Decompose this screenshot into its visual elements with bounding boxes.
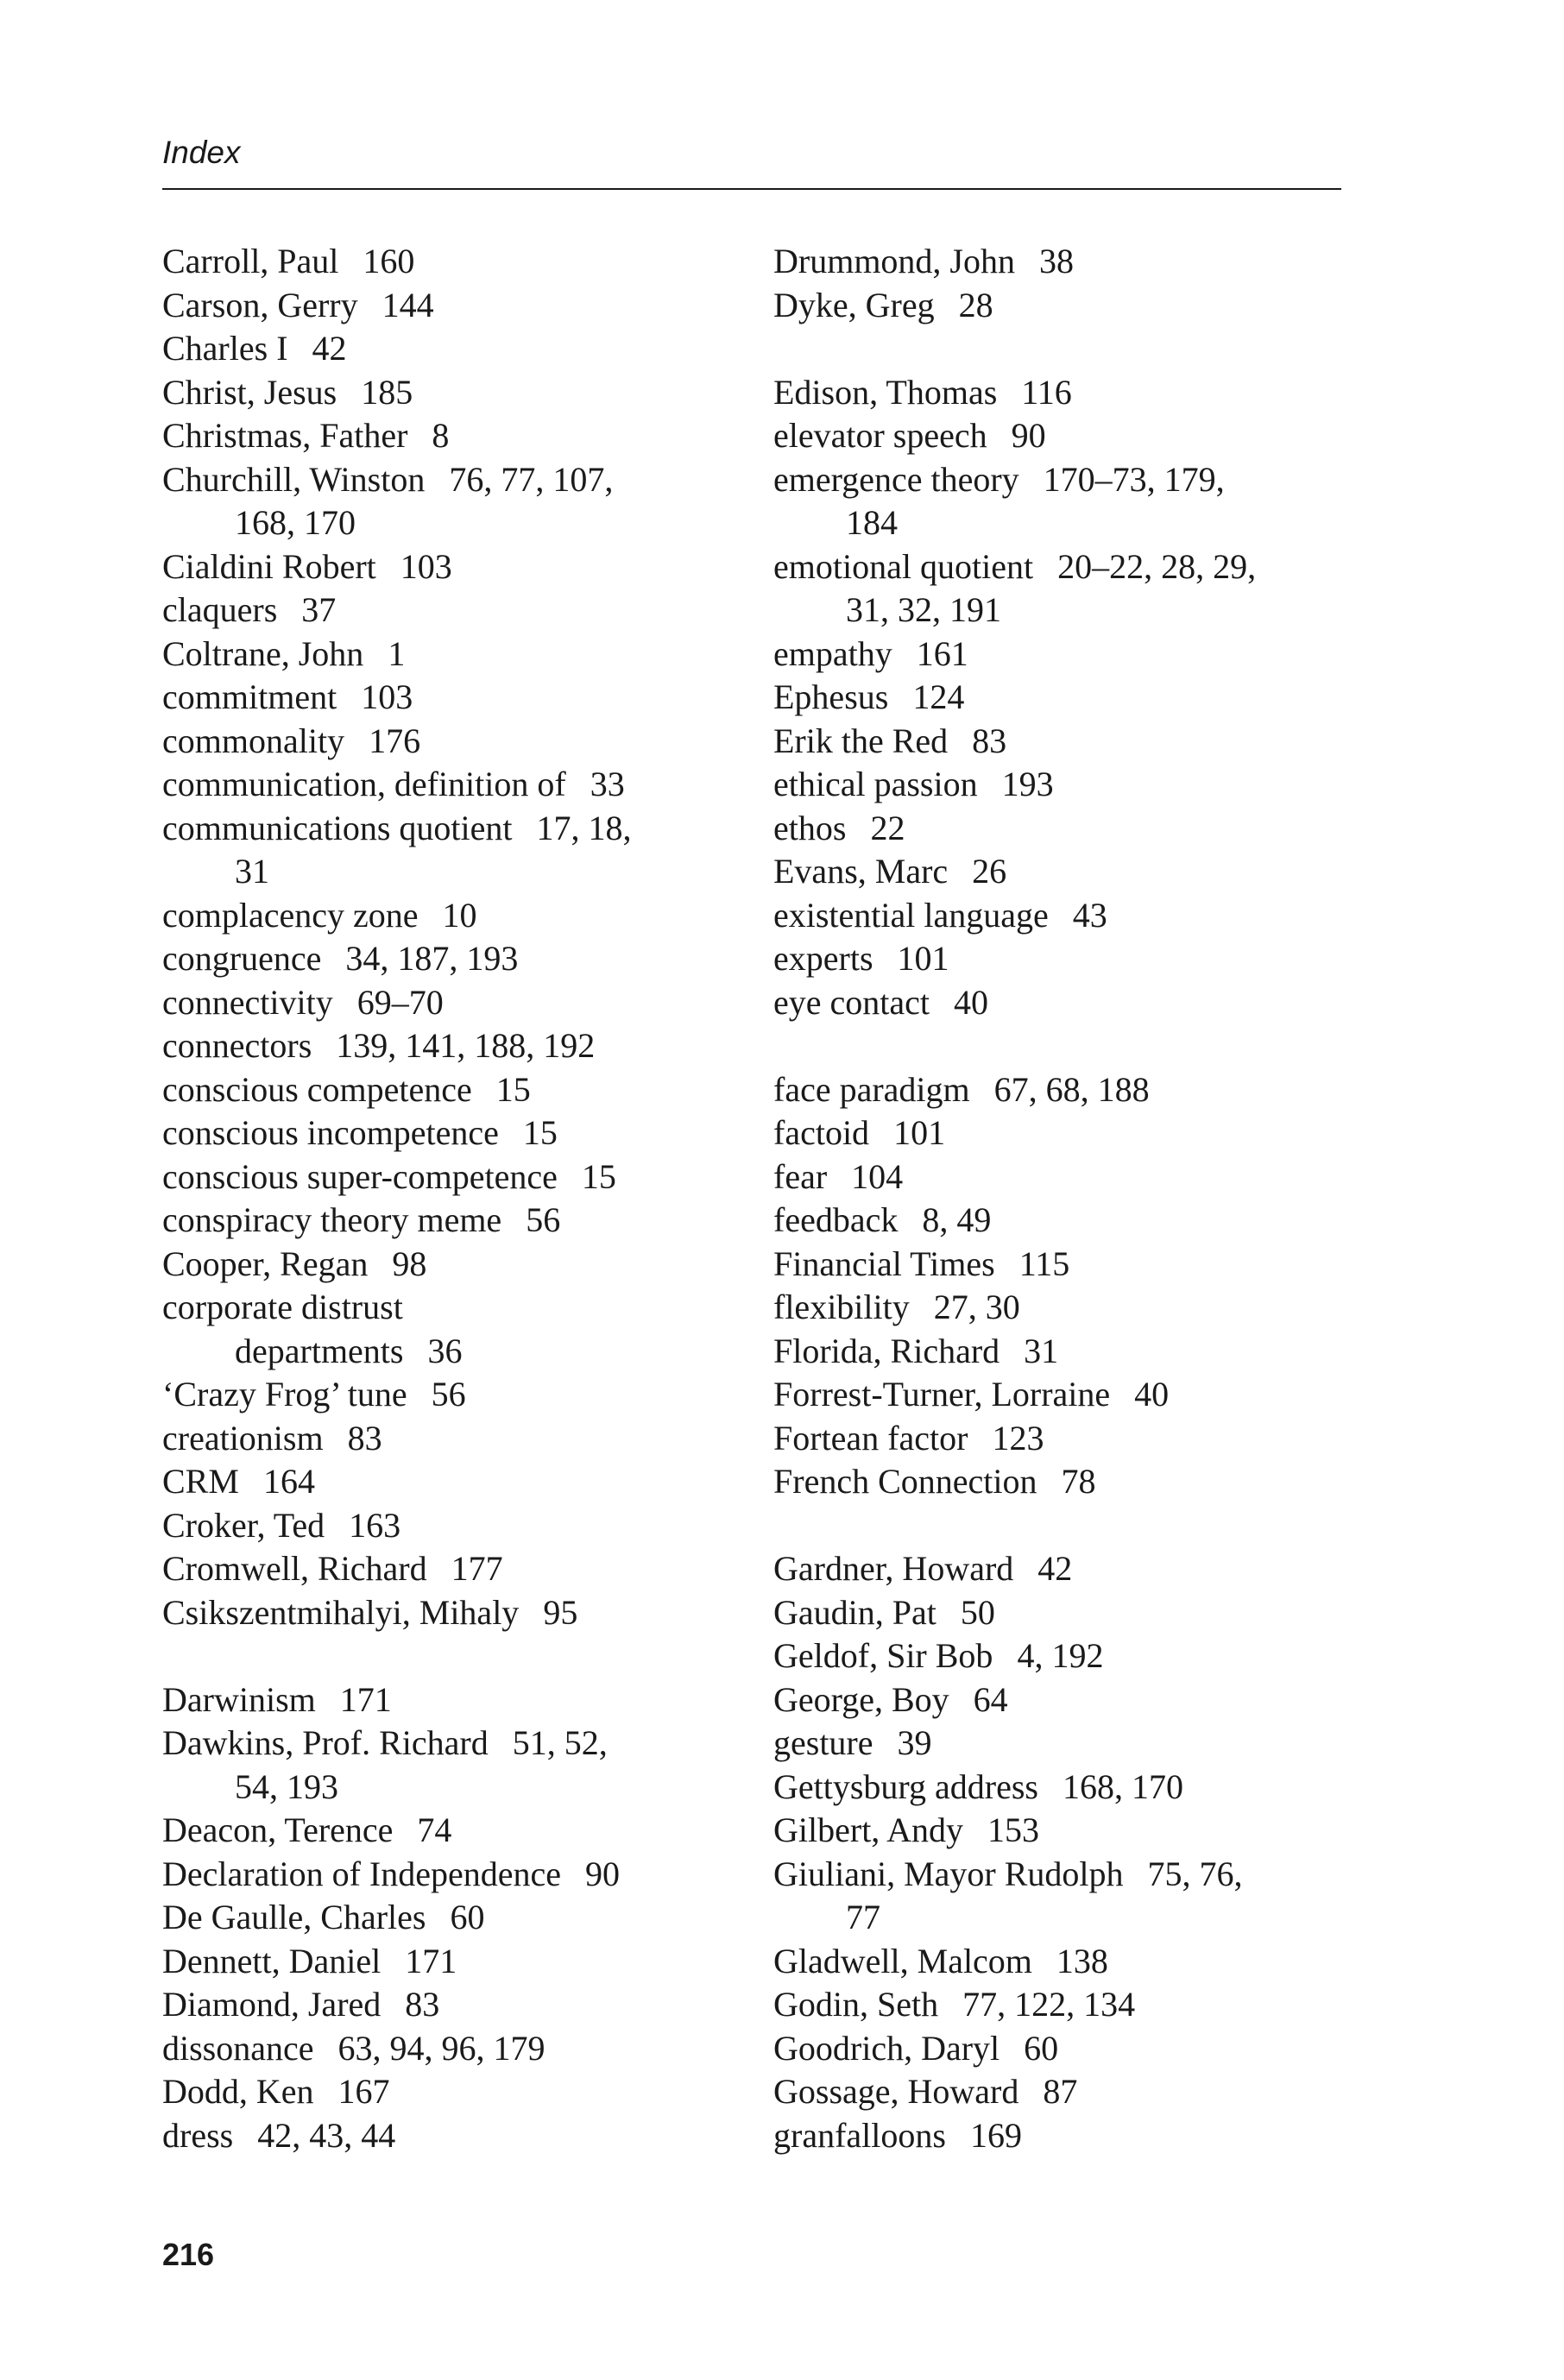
index-term: elevator speech — [773, 416, 987, 455]
index-term: 31 — [235, 852, 269, 891]
index-entry — [773, 1330, 1360, 1374]
index-page-refs: 60 — [450, 1898, 485, 1936]
index-page-refs: 103 — [361, 677, 413, 716]
index-entry — [162, 981, 749, 1025]
index-page-refs: 90 — [1011, 416, 1046, 455]
index-term: connectors — [162, 1026, 312, 1065]
letter-group-gap — [773, 1504, 1360, 1548]
index-page-refs: 167 — [337, 2072, 390, 2111]
index-page-refs: 37 — [301, 590, 337, 629]
index-page-refs: 138 — [1056, 1941, 1108, 1980]
index-term: Dyke, Greg — [773, 285, 935, 324]
index-page-refs: 26 — [972, 852, 1007, 891]
index-term: CRM — [162, 1462, 239, 1501]
index-page-refs: 38 — [1039, 242, 1074, 280]
index-entry — [162, 1940, 749, 1984]
index-page-refs: 90 — [584, 1854, 620, 1893]
index-entry — [773, 1199, 1360, 1243]
index-page-refs: 168, 170 — [1063, 1766, 1183, 1806]
index-entry — [162, 1417, 749, 1461]
index-entry — [773, 894, 1360, 938]
index-page-refs: 139, 141, 188, 192 — [336, 1026, 596, 1065]
index-page-refs: 87 — [1043, 2072, 1078, 2111]
index-entry — [773, 1983, 1360, 2027]
index-page-refs: 83 — [347, 1418, 382, 1458]
index-term: dress — [162, 2115, 234, 2155]
index-term: 31, 32, 191 — [846, 590, 1001, 629]
index-column-right — [773, 240, 1360, 2157]
index-entry — [773, 850, 1360, 894]
index-term: Gladwell, Malcom — [773, 1941, 1032, 1980]
index-page-refs: 83 — [405, 1985, 440, 2024]
index-entry — [162, 1896, 749, 1940]
index-page-refs: 28 — [958, 285, 993, 324]
index-term: Gossage, Howard — [773, 2072, 1019, 2111]
index-page-refs: 77, 122, 134 — [962, 1985, 1136, 2024]
index-term: Coltrane, John — [162, 633, 364, 673]
index-term: Edison, Thomas — [773, 372, 998, 412]
index-term: 77 — [846, 1898, 880, 1936]
page-number: 216 — [162, 2237, 215, 2272]
index-entry — [773, 1591, 1360, 1635]
index-page-refs: 33 — [590, 765, 625, 803]
index-entry — [773, 720, 1360, 764]
index-page-refs: 104 — [851, 1156, 904, 1196]
index-term: Erik the Red — [773, 721, 949, 760]
index-term: Drummond, John — [773, 242, 1015, 280]
index-entry — [162, 240, 749, 284]
index-term: Croker, Ted — [162, 1505, 325, 1545]
index-term: emotional quotient — [773, 546, 1034, 586]
index-term: De Gaulle, Charles — [162, 1898, 426, 1936]
index-entry — [773, 1111, 1360, 1155]
index-term: Deacon, Terence — [162, 1810, 394, 1849]
index-page-refs: 74 — [417, 1810, 452, 1849]
index-term: creationism — [162, 1418, 324, 1458]
index-term: 168, 170 — [235, 503, 356, 542]
index-entry — [162, 1286, 749, 1330]
index-entry — [162, 1504, 749, 1548]
index-page-refs: 8 — [432, 416, 450, 455]
index-page-refs: 50 — [960, 1592, 995, 1632]
index-entry — [162, 1809, 749, 1853]
index-term: Gaudin, Pat — [773, 1592, 937, 1632]
index-entry — [162, 1155, 749, 1199]
index-entry — [773, 633, 1360, 677]
index-term: Cooper, Regan — [162, 1244, 369, 1283]
index-term: Csikszentmihalyi, Mihaly — [162, 1592, 520, 1632]
index-page-refs: 56 — [526, 1200, 561, 1239]
index-term: eye contact — [773, 982, 930, 1022]
index-page-refs: 39 — [897, 1723, 932, 1762]
index-entry — [773, 2114, 1360, 2158]
index-term: experts — [773, 939, 873, 978]
index-page-refs: 171 — [405, 1941, 457, 1980]
header-rule — [162, 188, 1341, 190]
index-page-refs: 75, 76, — [1147, 1854, 1243, 1893]
index-entry — [162, 1373, 749, 1417]
index-entry — [162, 1678, 749, 1722]
index-page-refs: 116 — [1021, 372, 1072, 412]
index-term: conspiracy theory meme — [162, 1200, 502, 1239]
letter-group-gap — [773, 327, 1360, 371]
index-page-refs: 42 — [312, 329, 347, 368]
running-head: Index — [162, 135, 241, 170]
index-term: conscious competence — [162, 1069, 472, 1109]
index-entry — [773, 1068, 1360, 1112]
index-page-refs: 67, 68, 188 — [993, 1069, 1150, 1109]
index-page-refs: 83 — [972, 721, 1007, 760]
index-term: Cialdini Robert — [162, 546, 376, 586]
index-entry-continuation — [162, 1330, 749, 1374]
index-entry — [162, 2114, 749, 2158]
index-term: flexibility — [773, 1288, 910, 1326]
index-entry — [773, 1766, 1360, 1810]
index-entry — [773, 1722, 1360, 1766]
index-entry — [773, 1243, 1360, 1287]
index-entry — [162, 284, 749, 328]
index-page-refs: 123 — [992, 1418, 1044, 1458]
index-term: Ephesus — [773, 677, 889, 716]
index-term: departments — [235, 1331, 404, 1370]
index-page-refs: 43 — [1072, 895, 1107, 935]
index-term: Cromwell, Richard — [162, 1549, 427, 1588]
index-page-refs: 171 — [339, 1679, 392, 1719]
index-term: Dawkins, Prof. Richard — [162, 1723, 489, 1762]
index-term: conscious incompetence — [162, 1113, 499, 1152]
index-page-refs: 69–70 — [356, 982, 444, 1022]
index-term: Dennett, Daniel — [162, 1941, 382, 1980]
index-entry — [773, 1547, 1360, 1591]
index-term: Gilbert, Andy — [773, 1810, 963, 1849]
index-term: commonality — [162, 721, 345, 760]
index-page-refs: 153 — [987, 1810, 1039, 1849]
index-term: Gettysburg address — [773, 1766, 1038, 1806]
index-entry — [162, 1111, 749, 1155]
index-page-refs: 60 — [1024, 2028, 1059, 2068]
index-entry — [162, 807, 749, 851]
index-term: ethos — [773, 808, 847, 847]
index-page-refs: 64 — [973, 1679, 1008, 1719]
index-page-refs: 15 — [495, 1069, 531, 1109]
index-term: French Connection — [773, 1462, 1037, 1501]
index-page-refs: 17, 18, — [536, 808, 632, 847]
index-entry — [162, 763, 749, 807]
index-entry — [773, 1809, 1360, 1853]
index-term: connectivity — [162, 982, 333, 1022]
index-entry — [773, 240, 1360, 284]
index-term: feedback — [773, 1200, 899, 1239]
index-page-refs: 161 — [916, 633, 968, 673]
index-entry — [773, 414, 1360, 458]
index-term: Dodd, Ken — [162, 2072, 314, 2111]
index-term: Financial Times — [773, 1244, 995, 1283]
index-page-refs: 1 — [388, 633, 406, 673]
index-entry — [773, 937, 1360, 981]
index-term: empathy — [773, 633, 892, 673]
index-entry-continuation — [162, 850, 749, 894]
index-entry — [162, 676, 749, 720]
index-page-refs: 15 — [522, 1113, 558, 1152]
index-entry — [773, 981, 1360, 1025]
index-term: complacency zone — [162, 895, 419, 935]
index-term: factoid — [773, 1113, 870, 1152]
index-entry — [162, 1460, 749, 1504]
index-entry — [162, 1068, 749, 1112]
index-term: Christ, Jesus — [162, 372, 337, 412]
index-page-refs: 34, 187, 193 — [345, 939, 519, 978]
index-term: Diamond, Jared — [162, 1985, 382, 2024]
index-page-refs: 164 — [262, 1462, 315, 1501]
index-page-refs: 185 — [361, 372, 413, 412]
index-entry — [162, 371, 749, 415]
letter-group-gap — [773, 1024, 1360, 1068]
index-entry-continuation — [773, 589, 1360, 633]
index-entry — [773, 1678, 1360, 1722]
index-term: Christmas, Father — [162, 416, 408, 455]
index-page-refs: 101 — [893, 1113, 946, 1152]
index-term: conscious super-competence — [162, 1156, 558, 1196]
index-entry — [162, 1853, 749, 1897]
index-entry — [162, 589, 749, 633]
index-entry — [773, 371, 1360, 415]
index-term: Fortean factor — [773, 1418, 968, 1458]
index-entry — [773, 1373, 1360, 1417]
index-page-refs: 170–73, 179, — [1043, 459, 1225, 499]
index-term: corporate distrust — [162, 1288, 403, 1326]
index-term: Charles I — [162, 329, 288, 368]
index-term: Carroll, Paul — [162, 242, 339, 280]
index-entry — [773, 1940, 1360, 1984]
index-term: gesture — [773, 1723, 873, 1762]
index-entry — [162, 2070, 749, 2114]
index-page-refs: 101 — [897, 939, 949, 978]
index-term: Godin, Seth — [773, 1985, 939, 2024]
index-term: Giuliani, Mayor Rudolph — [773, 1854, 1124, 1893]
index-page-refs: 169 — [969, 2115, 1022, 2155]
index-entry — [162, 1547, 749, 1591]
index-term: George, Boy — [773, 1679, 949, 1719]
index-column-left — [162, 240, 749, 2157]
index-term: Carson, Gerry — [162, 285, 358, 324]
index-entry-continuation — [773, 1896, 1360, 1940]
index-page-refs: 63, 94, 96, 179 — [337, 2028, 546, 2068]
index-page-refs: 103 — [400, 546, 452, 586]
index-entry — [162, 1591, 749, 1635]
index-page-refs: 20–22, 28, 29, — [1057, 546, 1257, 586]
index-page-refs: 176 — [369, 721, 421, 760]
index-entry — [773, 2070, 1360, 2114]
index-page-refs: 95 — [543, 1592, 578, 1632]
index-term: granfalloons — [773, 2115, 946, 2155]
index-term: commitment — [162, 677, 337, 716]
index-entry — [773, 458, 1360, 502]
index-entry — [773, 284, 1360, 328]
index-page-refs: 51, 52, — [512, 1723, 608, 1762]
index-page-refs: 78 — [1061, 1462, 1096, 1501]
index-term: Forrest-Turner, Lorraine — [773, 1375, 1111, 1414]
index-entry — [773, 763, 1360, 807]
index-page-refs: 177 — [451, 1549, 503, 1588]
index-term: claquers — [162, 590, 278, 629]
index-entry — [162, 894, 749, 938]
index-page-refs: 42, 43, 44 — [257, 2115, 396, 2155]
index-entry — [162, 937, 749, 981]
index-entry-continuation — [162, 1766, 749, 1810]
index-term: face paradigm — [773, 1069, 970, 1109]
index-term: communication, definition of — [162, 765, 566, 803]
index-entry — [162, 720, 749, 764]
index-term: Goodrich, Daryl — [773, 2028, 1000, 2068]
index-term: ‘Crazy Frog’ tune — [162, 1375, 407, 1414]
index-entry — [773, 1417, 1360, 1461]
index-entry — [773, 1286, 1360, 1330]
index-term: ethical passion — [773, 765, 978, 803]
index-term: existential language — [773, 895, 1049, 935]
index-entry — [162, 633, 749, 677]
index-entry — [773, 2027, 1360, 2071]
index-page-refs: 15 — [581, 1156, 616, 1196]
index-entry — [162, 545, 749, 589]
index-page-refs: 115 — [1018, 1244, 1070, 1283]
index-entry — [773, 545, 1360, 589]
index-page-refs: 22 — [870, 808, 905, 847]
index-page-refs: 8, 49 — [922, 1200, 992, 1239]
index-page-refs: 56 — [431, 1375, 466, 1414]
index-entry — [162, 1243, 749, 1287]
index-page-refs: 144 — [382, 285, 434, 324]
index-entry — [162, 1024, 749, 1068]
index-term: Declaration of Independence — [162, 1854, 561, 1893]
index-page-refs: 193 — [1001, 765, 1054, 803]
index-term: 184 — [846, 503, 898, 542]
index-entry — [162, 2027, 749, 2071]
index-page-refs: 40 — [954, 982, 988, 1022]
index-entry — [773, 1853, 1360, 1897]
index-page-refs: 27, 30 — [933, 1288, 1020, 1326]
index-entry — [773, 807, 1360, 851]
index-term: Florida, Richard — [773, 1331, 1000, 1370]
index-entry — [162, 1199, 749, 1243]
index-entry — [162, 327, 749, 371]
index-entry — [162, 1722, 749, 1766]
index-term: Geldof, Sir Bob — [773, 1636, 993, 1675]
index-page-refs: 76, 77, 107, — [449, 459, 614, 499]
index-term: Gardner, Howard — [773, 1549, 1014, 1588]
index-entry — [773, 1155, 1360, 1199]
index-entry — [773, 1460, 1360, 1504]
index-entry — [162, 414, 749, 458]
index-entry — [162, 1983, 749, 2027]
index-term: Evans, Marc — [773, 852, 949, 891]
index-page-refs: 4, 192 — [1017, 1636, 1104, 1675]
index-term: fear — [773, 1156, 828, 1196]
index-term: 54, 193 — [235, 1766, 338, 1806]
index-term: Churchill, Winston — [162, 459, 426, 499]
index-term: congruence — [162, 939, 322, 978]
index-page-refs: 163 — [349, 1505, 401, 1545]
index-page-refs: 98 — [392, 1244, 427, 1283]
index-page-refs: 42 — [1037, 1549, 1073, 1588]
index-page-refs: 124 — [912, 677, 965, 716]
index-page-refs: 31 — [1024, 1331, 1059, 1370]
index-entry — [162, 458, 749, 502]
index-entry — [773, 676, 1360, 720]
index-page-refs: 40 — [1134, 1375, 1170, 1414]
letter-group-gap — [162, 1634, 749, 1678]
index-page-refs: 36 — [427, 1331, 463, 1370]
index-entry — [773, 1634, 1360, 1678]
index-term: emergence theory — [773, 459, 1019, 499]
index-term: communications quotient — [162, 808, 513, 847]
index-entry-continuation — [162, 501, 749, 545]
index-page-refs: 10 — [442, 895, 477, 935]
index-page-refs: 160 — [363, 242, 415, 280]
index-entry-continuation — [773, 501, 1360, 545]
index-term: Darwinism — [162, 1679, 316, 1719]
index-term: dissonance — [162, 2028, 314, 2068]
